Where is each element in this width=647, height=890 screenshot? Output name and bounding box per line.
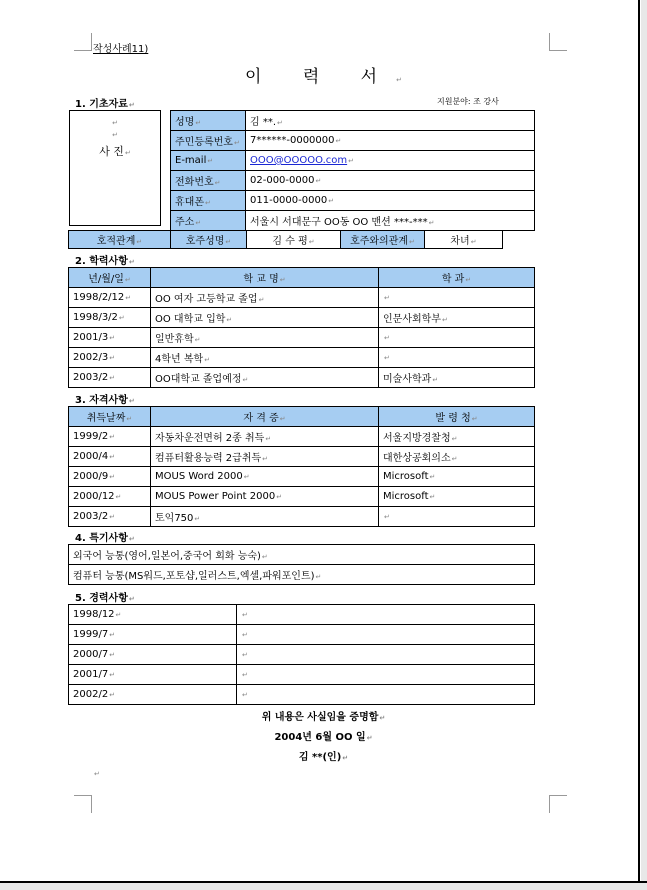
page-bottom-edge xyxy=(0,881,647,890)
lic-name: MOUS Word 2000↵ xyxy=(151,467,379,487)
paragraph-mark: ↵ xyxy=(242,651,248,659)
lic-issuer: Microsoft↵ xyxy=(379,487,535,507)
paragraph-mark: ↵ xyxy=(109,374,116,382)
paragraph-mark: ↵ xyxy=(125,294,132,302)
table-row xyxy=(69,447,535,467)
edu-school: OO 여자 고등학교 졸업↵ xyxy=(151,288,379,308)
paragraph-mark: ↵ xyxy=(471,415,478,423)
paragraph-mark: ↵ xyxy=(195,119,202,127)
apply-field: 지원분야: 조 강사 xyxy=(437,97,499,106)
paragraph-mark: ↵ xyxy=(109,691,116,699)
table-row xyxy=(69,665,535,685)
paragraph-mark: ↵ xyxy=(470,238,477,246)
paragraph-mark: ↵ xyxy=(429,493,436,501)
relation-to-head-value: 차녀↵ xyxy=(425,231,503,249)
section-basic-heading: 1. 기초자료↵ xyxy=(75,99,135,110)
lic-header-issuer: 발 령 청↵ xyxy=(379,407,535,427)
edu-major: 인문사회학부↵ xyxy=(379,308,535,328)
lic-issuer: 대한상공회의소↵ xyxy=(379,447,535,467)
edu-school: OO 대학교 입학↵ xyxy=(151,308,379,328)
special-item: 컴퓨터 능통(MS워드,포토샵,일러스트,엑셀,파워포인트)↵ xyxy=(69,565,535,585)
paragraph-mark: ↵ xyxy=(233,139,240,147)
paragraph-mark: ↵ xyxy=(126,415,133,423)
paragraph-mark: ↵ xyxy=(225,238,232,246)
name-label: 성명↵ xyxy=(171,111,246,131)
email-link[interactable]: OOO@OOOOO.com xyxy=(250,155,348,166)
edu-header-school: 학 교 명↵ xyxy=(151,268,379,288)
table-row xyxy=(69,308,535,328)
paragraph-mark: ↵ xyxy=(429,473,436,481)
paragraph-mark: ↵ xyxy=(315,573,322,581)
crop-mark-bottom-left xyxy=(74,795,92,813)
special-item: 외국어 능통(영어,일본어,중국어 회화 능숙)↵ xyxy=(69,545,535,565)
empty-paragraph-mark: ↵ xyxy=(94,770,100,778)
lic-issuer xyxy=(379,507,535,527)
paragraph-mark: ↵ xyxy=(328,197,335,205)
lic-date: 2000/9↵ xyxy=(69,467,151,487)
table-row xyxy=(171,111,535,131)
paragraph-mark: ↵ xyxy=(279,415,286,423)
lic-name: 자동차운전면허 2종 취득↵ xyxy=(151,427,379,447)
edu-date: 1998/2/12↵ xyxy=(69,288,151,308)
lic-issuer: Microsoft↵ xyxy=(379,467,535,487)
paragraph-mark: ↵ xyxy=(214,179,221,187)
paragraph-mark: ↵ xyxy=(242,376,249,384)
mobile-value: 011-0000-0000↵ xyxy=(246,191,535,211)
crop-mark-top-left xyxy=(74,33,92,51)
career-date: 1998/12↵ xyxy=(69,605,237,625)
table-row xyxy=(69,645,535,665)
paragraph-mark: ↵ xyxy=(451,455,458,463)
paragraph-mark: ↵ xyxy=(276,493,283,501)
career-detail xyxy=(237,685,535,705)
paragraph-mark: ↵ xyxy=(384,354,390,362)
basic-info-table xyxy=(170,110,535,231)
phone-value: 02-000-0000↵ xyxy=(246,171,535,191)
paragraph-mark: ↵ xyxy=(308,238,315,246)
name-value: 김 **.↵ xyxy=(246,111,535,131)
paragraph-mark: ↵ xyxy=(109,671,116,679)
paragraph-mark: ↵ xyxy=(195,219,202,227)
table-row xyxy=(69,288,535,308)
lic-date: 2003/2↵ xyxy=(69,507,151,527)
phone-label: 전화번호↵ xyxy=(171,171,246,191)
table-row xyxy=(69,605,535,625)
paragraph-mark: ↵ xyxy=(109,453,116,461)
paragraph-mark: ↵ xyxy=(348,157,354,165)
resident-number-value: 7******-0000000↵ xyxy=(246,131,535,151)
mobile-label: 휴대폰↵ xyxy=(171,191,246,211)
career-date: 2000/7↵ xyxy=(69,645,237,665)
edu-header-date: 년/월/일↵ xyxy=(69,268,151,288)
paragraph-mark: ↵ xyxy=(265,435,272,443)
header-note: 작성사례11) xyxy=(93,44,149,55)
lic-name: MOUS Power Point 2000↵ xyxy=(151,487,379,507)
paragraph-mark: ↵ xyxy=(109,334,116,342)
paragraph-mark: ↵ xyxy=(226,316,233,324)
lic-header-date: 취득날짜↵ xyxy=(69,407,151,427)
edu-header-major: 학 과↵ xyxy=(379,268,535,288)
head-name-value: 김 수 평↵ xyxy=(247,231,341,249)
special-table xyxy=(68,544,535,585)
paragraph-mark: ↵ xyxy=(242,691,248,699)
head-name-label: 호주성명↵ xyxy=(171,231,247,249)
paragraph-mark: ↵ xyxy=(451,435,458,443)
paragraph-mark: ↵ xyxy=(118,314,125,322)
table-row xyxy=(69,427,535,447)
table-row xyxy=(69,368,535,388)
crop-mark-bottom-right xyxy=(549,795,567,813)
paragraph-mark: ↵ xyxy=(124,276,131,284)
edu-school: 4학년 복학↵ xyxy=(151,348,379,368)
section-special-heading: 4. 특기사항↵ xyxy=(75,533,135,544)
lic-date: 2000/12↵ xyxy=(69,487,151,507)
career-date: 2002/2↵ xyxy=(69,685,237,705)
table-row xyxy=(69,685,535,705)
table-row xyxy=(69,565,535,585)
career-detail xyxy=(237,665,535,685)
table-row xyxy=(69,545,535,565)
edu-major: 미술사학과↵ xyxy=(379,368,535,388)
photo-box: ↵ ↵ 사 진↵ xyxy=(69,110,161,226)
edu-date: 2003/2↵ xyxy=(69,368,151,388)
paragraph-mark: ↵ xyxy=(207,157,214,165)
table-row xyxy=(69,348,535,368)
section-education-heading: 2. 학력사항↵ xyxy=(75,256,135,267)
family-relation-label: 호적관계↵ xyxy=(69,231,171,249)
career-table xyxy=(68,604,535,705)
paragraph-mark: ↵ xyxy=(409,238,415,246)
paragraph-mark: ↵ xyxy=(109,433,116,441)
closing-signature: 김 **(인)↵ xyxy=(298,752,349,763)
paragraph-mark: ↵ xyxy=(441,316,448,324)
edu-major xyxy=(379,288,535,308)
paragraph-mark: ↵ xyxy=(258,296,265,304)
table-row xyxy=(69,507,535,527)
edu-date: 1998/3/2↵ xyxy=(69,308,151,328)
edu-school: 일반휴학↵ xyxy=(151,328,379,348)
section-career-heading: 5. 경력사항↵ xyxy=(75,593,135,604)
section-license-heading: 3. 자격사항↵ xyxy=(75,395,135,406)
paragraph-mark: ↵ xyxy=(242,631,248,639)
table-header-row xyxy=(69,268,535,288)
table-row xyxy=(171,131,535,151)
paragraph-mark: ↵ xyxy=(109,651,116,659)
table-row xyxy=(69,467,535,487)
photo-label: 사 진 xyxy=(99,145,124,158)
paragraph-mark: ↵ xyxy=(242,671,248,679)
closing-statement: 위 내용은 사실임을 증명함↵ xyxy=(261,712,386,723)
lic-issuer: 서울지방경찰청↵ xyxy=(379,427,535,447)
paragraph-mark: ↵ xyxy=(109,513,116,521)
crop-mark-top-right xyxy=(549,33,567,51)
edu-major xyxy=(379,348,535,368)
lic-header-name: 자 격 증↵ xyxy=(151,407,379,427)
table-row xyxy=(171,191,535,211)
family-table xyxy=(68,230,503,249)
table-row xyxy=(69,487,535,507)
paragraph-mark: ↵ xyxy=(109,631,116,639)
paragraph-mark: ↵ xyxy=(136,238,143,246)
paragraph-mark: ↵ xyxy=(384,334,390,342)
edu-major xyxy=(379,328,535,348)
table-row xyxy=(171,171,535,191)
license-table xyxy=(68,406,535,527)
address-label: 주소↵ xyxy=(171,211,246,231)
document-title: 이 력 서↵ xyxy=(245,67,420,87)
career-detail xyxy=(237,625,535,645)
edu-date: 2002/3↵ xyxy=(69,348,151,368)
career-detail xyxy=(237,605,535,625)
closing-date: 2004년 6월 OO 일↵ xyxy=(274,732,373,743)
paragraph-mark: ↵ xyxy=(465,276,472,284)
table-row xyxy=(171,151,535,171)
table-row xyxy=(69,328,535,348)
paragraph-mark: ↵ xyxy=(115,493,122,501)
paragraph-mark: ↵ xyxy=(432,376,439,384)
paragraph-mark: ↵ xyxy=(242,611,248,619)
paragraph-mark: ↵ xyxy=(204,356,211,364)
paragraph-mark: ↵ xyxy=(204,199,211,207)
document-title-text: 이 력 서 xyxy=(245,67,396,87)
table-row xyxy=(69,625,535,645)
paragraph-mark: ↵ xyxy=(194,515,201,523)
table-row xyxy=(171,211,535,231)
lic-name: 토익750↵ xyxy=(151,507,379,527)
relation-to-head-label: 호주와의관계↵ xyxy=(341,231,425,249)
paragraph-mark: ↵ xyxy=(384,294,390,302)
career-date: 1999/7↵ xyxy=(69,625,237,645)
lic-date: 1999/2↵ xyxy=(69,427,151,447)
lic-name: 컴퓨터활용능력 2급취득↵ xyxy=(151,447,379,467)
paragraph-mark: ↵ xyxy=(243,473,250,481)
resident-number-label: 주민등록번호↵ xyxy=(171,131,246,151)
education-table xyxy=(68,267,535,388)
paragraph-mark: ↵ xyxy=(194,336,201,344)
paragraph-mark: ↵ xyxy=(262,455,269,463)
lic-date: 2000/4↵ xyxy=(69,447,151,467)
table-row xyxy=(69,231,503,249)
paragraph-mark: ↵ xyxy=(315,177,322,185)
edu-school: OO대학교 졸업예정↵ xyxy=(151,368,379,388)
edu-date: 2001/3↵ xyxy=(69,328,151,348)
paragraph-mark: ↵ xyxy=(428,219,435,227)
career-detail xyxy=(237,645,535,665)
paragraph-mark: ↵ xyxy=(277,119,283,127)
paragraph-mark: ↵ xyxy=(261,553,268,561)
address-value: 서울시 서대문구 OO동 OO 맨션 ***-***↵ xyxy=(246,211,535,231)
paragraph-mark: ↵ xyxy=(109,354,116,362)
paragraph-mark: ↵ xyxy=(109,473,116,481)
paragraph-mark: ↵ xyxy=(115,611,122,619)
paragraph-mark: ↵ xyxy=(279,276,286,284)
table-header-row xyxy=(69,407,535,427)
career-date: 2001/7↵ xyxy=(69,665,237,685)
email-label: E-mail↵ xyxy=(171,151,246,171)
paragraph-mark: ↵ xyxy=(335,137,342,145)
paragraph-mark: ↵ xyxy=(384,513,390,521)
